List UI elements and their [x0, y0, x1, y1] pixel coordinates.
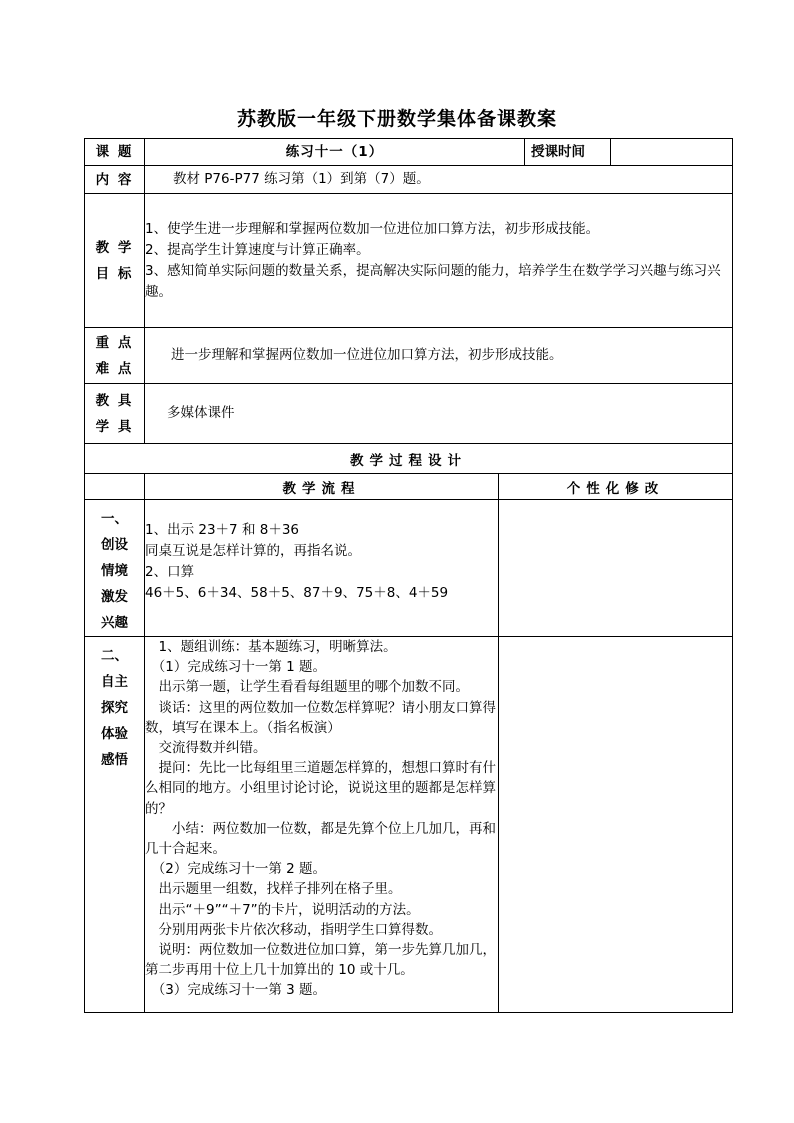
goal-item: 3、感知简单实际问题的数量关系，提高解决实际问题的能力，培养学生在数学学习兴趣与练习兴趣。 [145, 262, 721, 300]
goal-item: 1、使学生进一步理解和掌握两位数加一位进位加口算方法，初步形成技能。 [145, 220, 600, 237]
stage2-label-line: 感悟 [101, 752, 128, 768]
goals-label [85, 194, 145, 328]
stage1-modify-cell [499, 500, 733, 637]
row-topic [85, 139, 733, 166]
topic-label: 课 题 [85, 139, 145, 166]
topic-value: 练习十一（1） [145, 139, 525, 166]
key-label-line1: 重 点 [95, 334, 134, 351]
stage2-modify-cell [499, 637, 733, 1013]
key-label-line2: 难 点 [95, 360, 134, 377]
stage1-line: 同桌互说是怎样计算的，再指名说。 [145, 543, 361, 559]
stage1-line: 2、口算 [145, 564, 195, 580]
stage1-label-line: 创设 [101, 537, 128, 553]
stage1-content [145, 500, 499, 637]
content-value: 教材 P76-P77 练习第（1）到第（7）题。 [145, 166, 733, 194]
stage2-content [145, 637, 499, 1013]
key-value: 进一步理解和掌握两位数加一位进位加口算方法，初步形成技能。 [145, 328, 733, 384]
row-key-points [85, 328, 733, 384]
stage1-label-line: 兴趣 [101, 615, 128, 631]
flow-column-header: 教学流程 [145, 474, 499, 500]
stage1-label-line: 情境 [101, 563, 128, 579]
stage2-line: 交流得数并纠错。 [145, 740, 267, 757]
stage2-line: 提问：先比一比每组里三道题怎样算的，想想口算时有什么相同的地方。小组里讨论讨论，说说这里的题都是怎样算的？ [145, 760, 496, 817]
stage2-line: （3）完成练习十一第 3 题。 [145, 982, 327, 999]
row-goals [85, 194, 733, 328]
row-stage-1 [85, 500, 733, 637]
tools-label-line2: 学 具 [95, 418, 134, 435]
tools-value: 多媒体课件 [145, 384, 733, 444]
row-process-header [85, 444, 733, 474]
stage1-line: 46＋5、6＋34、58＋5、87＋9、75＋8、4＋59 [145, 585, 449, 601]
stage2-label-line: 探究 [101, 700, 128, 716]
stage2-line: 谈话：这里的两位数加一位数怎样算呢？请小朋友口算得数，填写在课本上。（指名板演） [145, 699, 496, 736]
stage2-line: 出示第一题，让学生看看每组题里的哪个加数不同。 [145, 679, 469, 696]
row-column-headers [85, 474, 733, 500]
time-value [611, 139, 733, 166]
stage2-label-line: 体验 [101, 726, 128, 742]
modify-column-header: 个性化修改 [499, 474, 733, 500]
tools-label-line1: 教 具 [95, 392, 134, 409]
stage2-label [85, 637, 145, 1013]
row-content [85, 166, 733, 194]
stage2-line: （2）完成练习十一第 2 题。 [145, 861, 327, 878]
goals-label-line1: 教 学 [95, 239, 134, 256]
row-tools [85, 384, 733, 444]
tools-label [85, 384, 145, 444]
goal-item: 2、提高学生计算速度与计算正确率。 [145, 241, 370, 258]
goals-list [145, 194, 733, 328]
stage2-line: 1、题组训练：基本题练习，明晰算法。 [145, 639, 397, 655]
row-stage-2 [85, 637, 733, 1013]
stage-column-header [85, 474, 145, 500]
process-header: 教学过程设计 [85, 444, 733, 474]
key-label [85, 328, 145, 384]
stage1-label-line: 一、 [101, 511, 128, 527]
lesson-plan-table [84, 138, 733, 1013]
time-label: 授课时间 [525, 139, 611, 166]
content-label: 内 容 [85, 166, 145, 194]
stage2-line: 出示“＋9”“＋7”的卡片，说明活动的方法。 [145, 901, 420, 918]
document-title: 苏教版一年级下册数学集体备课教案 [236, 108, 557, 130]
goals-label-line2: 目 标 [95, 265, 134, 282]
stage2-label-line: 二、 [101, 648, 128, 664]
stage2-line: （1）完成练习十一第 1 题。 [145, 659, 327, 676]
stage2-line: 出示题里一组数，找样子排列在格子里。 [145, 881, 402, 898]
stage1-label [85, 500, 145, 637]
stage2-line: 小结：两位数加一位数，都是先算个位上几加几，再和几十合起来。 [145, 820, 496, 858]
stage1-label-line: 激发 [101, 589, 128, 605]
stage2-label-line: 自主 [101, 674, 128, 690]
stage2-line: 说明：两位数加一位数进位加口算，第一步先算几加几，第二步再用十位上几十加算出的 10 或十几。 [145, 942, 496, 979]
stage1-line: 1、出示 23＋7 和 8＋36 [145, 522, 299, 538]
stage2-line: 分别用两张卡片依次移动，指明学生口算得数。 [145, 921, 442, 938]
